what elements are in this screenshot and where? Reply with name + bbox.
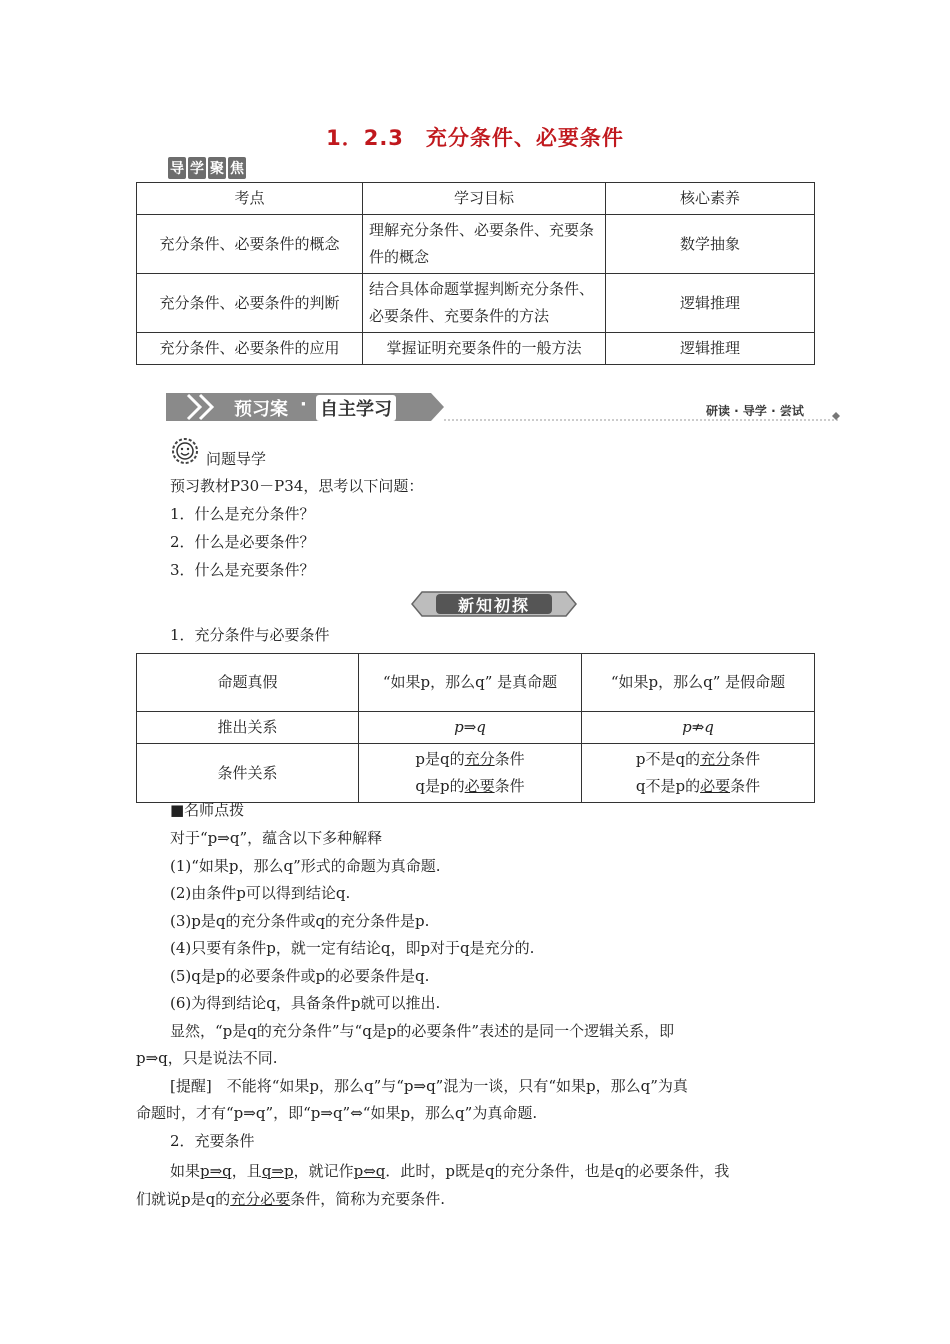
table-row bbox=[137, 744, 815, 803]
question-item: 1．什么是充分条件？ bbox=[170, 505, 315, 523]
cell: 充分条件、必要条件的判断 bbox=[137, 274, 363, 333]
text: ．此时，p既是q的充分条件，也是q的必要条件，我 bbox=[385, 1162, 730, 1180]
cell: 理解充分条件、必要条件、充要条件的概念 bbox=[363, 215, 606, 274]
text: q是p的 bbox=[415, 777, 465, 795]
implies-symbol: p⇒q bbox=[454, 718, 486, 736]
answer: p⇒q bbox=[200, 1162, 232, 1180]
condition-table bbox=[136, 653, 815, 803]
text: 条件 bbox=[730, 777, 761, 795]
smiley-icon bbox=[170, 437, 200, 465]
cell bbox=[582, 744, 815, 803]
text: 条件 bbox=[494, 777, 525, 795]
badge-char: 导 bbox=[168, 157, 186, 179]
table-row bbox=[137, 215, 815, 274]
answer: 必要 bbox=[464, 777, 495, 795]
cell: 掌握证明充要条件的一般方法 bbox=[363, 333, 606, 365]
header-cell: 核心素养 bbox=[606, 183, 815, 215]
reminder-paragraph: 命题时，才有“p⇒q”，即“p⇒q”⇔“如果p，那么q”为真命题. bbox=[136, 1104, 538, 1122]
objectives-table bbox=[136, 182, 815, 365]
tip-item: (5)q是p的必要条件或p的必要条件是q. bbox=[170, 967, 430, 985]
part2-line bbox=[170, 1158, 815, 1186]
answer: 充分必要 bbox=[230, 1190, 291, 1208]
cell: 数学抽象 bbox=[606, 215, 815, 274]
cell: 逻辑推理 bbox=[606, 333, 815, 365]
cell: 推出关系 bbox=[137, 712, 359, 744]
cell: 充分条件、必要条件的概念 bbox=[137, 215, 363, 274]
section-label-text: 新知初探 bbox=[457, 596, 530, 615]
badge-char: 聚 bbox=[208, 157, 226, 179]
text: ，就记作 bbox=[293, 1162, 354, 1180]
answer: 必要 bbox=[700, 777, 731, 795]
cell: 命题真假 bbox=[137, 654, 359, 712]
tip-item: (2)由条件p可以得到结论q. bbox=[170, 884, 351, 902]
text: 条件，简称为充要条件. bbox=[290, 1190, 446, 1208]
cell: “如果p，那么q” 是假命题 bbox=[582, 654, 815, 712]
questions-intro: 预习教材P30－P34，思考以下问题： bbox=[170, 477, 424, 495]
tips-paragraph: p⇒q，只是说法不同. bbox=[136, 1049, 278, 1067]
text: q不是p的 bbox=[635, 777, 701, 795]
tip-item: (4)只要有条件p，就一定有结论q，即p对于q是充分的. bbox=[170, 939, 535, 957]
tips-intro: 对于“p⇒q”，蕴含以下多种解释 bbox=[170, 829, 383, 847]
text: 条件 bbox=[730, 750, 761, 768]
text: 如果 bbox=[170, 1162, 201, 1180]
reminder-paragraph: [提醒] 不能将“如果p，那么q”与“p⇒q”混为一谈，只有“如果p，那么q”为真 bbox=[170, 1077, 688, 1095]
tip-item: (1)“如果p，那么q”形式的命题为真命题. bbox=[170, 857, 441, 875]
table-row bbox=[137, 333, 815, 365]
cell bbox=[359, 712, 582, 744]
text: p不是q的 bbox=[635, 750, 701, 768]
text: 们就说p是q的 bbox=[136, 1190, 231, 1208]
banner-dot: · bbox=[300, 394, 307, 415]
part1-heading: 1．充分条件与必要条件 bbox=[170, 626, 330, 644]
header-cell: 学习目标 bbox=[363, 183, 606, 215]
banner-tail: 研读 · 导学 · 尝试 bbox=[706, 404, 804, 418]
question-item: 2．什么是必要条件？ bbox=[170, 533, 315, 551]
tips-paragraph: 显然，“p是q的充分条件”与“q是p的必要条件”表述的是同一个逻辑关系，即 bbox=[170, 1022, 675, 1040]
banner-left: 预习案 bbox=[234, 399, 288, 420]
not-implies-symbol: p⇏q bbox=[682, 718, 714, 736]
text: p是q的 bbox=[415, 750, 465, 768]
answer: p⇔q bbox=[353, 1162, 386, 1180]
section-label bbox=[410, 590, 578, 618]
part2-line bbox=[136, 1186, 445, 1214]
guide-badge bbox=[168, 157, 248, 179]
answer: 充分 bbox=[700, 750, 731, 768]
section-banner bbox=[166, 390, 840, 424]
cell: 充分条件、必要条件的应用 bbox=[137, 333, 363, 365]
question-item: 3．什么是充要条件？ bbox=[170, 561, 315, 579]
table-row bbox=[137, 654, 815, 712]
tip-item: (3)p是q的充分条件或q的充分条件是p. bbox=[170, 912, 430, 930]
cell: 逻辑推理 bbox=[606, 274, 815, 333]
cell: 结合具体命题掌握判断充分条件、必要条件、充要条件的方法 bbox=[363, 274, 606, 333]
part2-heading: 2．充要条件 bbox=[170, 1132, 255, 1150]
cell: “如果p，那么q” 是真命题 bbox=[359, 654, 582, 712]
header-cell: 考点 bbox=[137, 183, 363, 215]
cell: 条件关系 bbox=[137, 744, 359, 803]
table-row bbox=[137, 712, 815, 744]
answer: q⇒p bbox=[261, 1162, 294, 1180]
table-row bbox=[137, 274, 815, 333]
cell bbox=[582, 712, 815, 744]
badge-char: 学 bbox=[188, 157, 206, 179]
answer: 充分 bbox=[464, 750, 495, 768]
tips-heading: ■名师点拨 bbox=[170, 801, 245, 819]
banner-right: 自主学习 bbox=[316, 395, 396, 421]
badge-char: 焦 bbox=[228, 157, 246, 179]
text: ，且 bbox=[231, 1162, 262, 1180]
text: 条件 bbox=[494, 750, 525, 768]
cell bbox=[359, 744, 582, 803]
tip-item: (6)为得到结论q，具备条件p就可以推出. bbox=[170, 994, 441, 1012]
page-title: 1．2.3 充分条件、必要条件 bbox=[326, 126, 624, 150]
questions-heading: 问题导学 bbox=[206, 450, 267, 468]
